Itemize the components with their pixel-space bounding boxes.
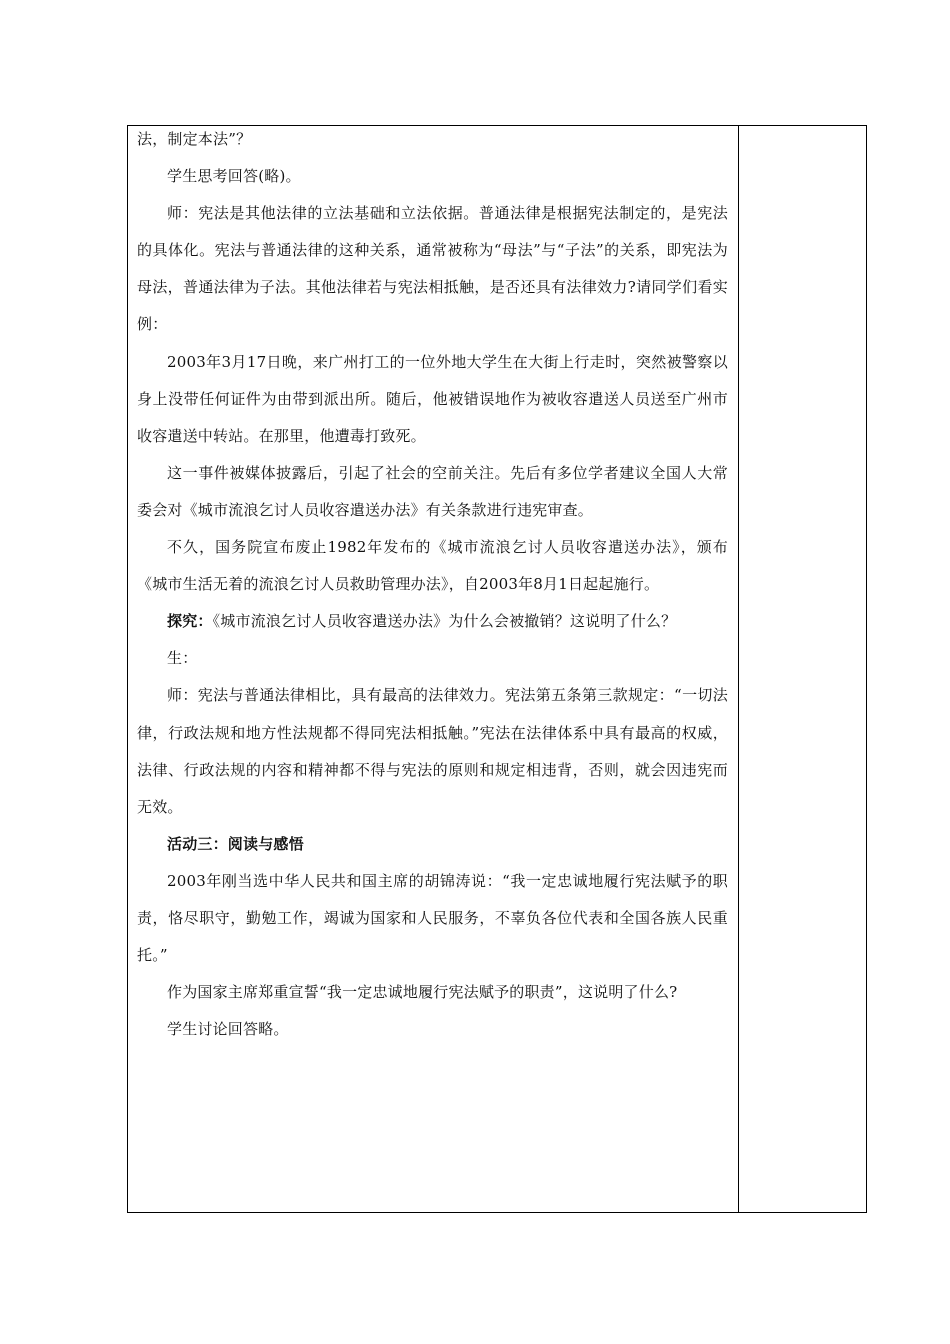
paragraph: 这一事件被媒体披露后，引起了社会的空前关注。先后有多位学者建议全国人大常委会对《城市流浪乞讨人员收容遣送办法》有关条款进行违宪审查。 [137,463,728,519]
paragraph: 不久，国务院宣布废止1982年发布的《城市流浪乞讨人员收容遣送办法》，颁布《城市生活无着的流浪乞讨人员救助管理办法》，自2003年8月1日起起施行。 [137,538,728,594]
lesson-content-cell [128,126,739,1212]
paragraph: 生： [167,649,198,668]
inquiry-paragraph [137,603,728,640]
paragraph: 法，制定本法”？ [137,130,252,148]
paragraph: 作为国家主席郑重宣誓“我一定忠诚地履行宪法赋予的职责”，这说明了什么? [167,983,678,1002]
lesson-table [127,125,867,1213]
notes-cell [739,126,866,1212]
activity-heading-label: 活动三：阅读与感悟 [167,834,304,853]
paragraph: 师：宪法与普通法律相比，具有最高的法律效力。宪法第五条第三款规定：“一切法律，行政法规和地方性法规都不得同宪法相抵触。”宪法在法律体系中具有最高的权威，法律、行政法规的内容和精神都不得与宪法的原则和规定相违背，否则，就会因违宪而无效。 [137,686,728,816]
paragraph: 2003年3月17日晚，来广州打工的一位外地大学生在大街上行走时，突然被警察以身上没带任何证件为由带到派出所。随后，他被错误地作为被收容遣送人员送至广州市收容遣送中转站。在那里，他遭毒打致死。 [137,352,728,445]
paragraph: 学生讨论回答略。 [167,1020,289,1039]
inquiry-label: 探究： [167,612,213,631]
paragraph: 学生思考回答(略)。 [167,167,301,186]
inquiry-text: 《城市流浪乞讨人员收容遣送办法》为什么会被撤销？这说明了什么？ [212,612,677,631]
paragraph: 2003年刚当选中华人民共和国主席的胡锦涛说：“我一定忠诚地履行宪法赋予的职责，恪尽职守，勤勉工作，竭诚为国家和人民服务，不辜负各位代表和全国各族人民重托。” [137,871,728,965]
paragraph: 师：宪法是其他法律的立法基础和立法依据。普通法律是根据宪法制定的，是宪法的具体化。宪法与普通法律的这种关系，通常被称为“母法”与“子法”的关系，即宪法为母法，普通法律为子法。其他法律若与宪法相抵触，是否还具有法律效力?请同学们看实例： [137,204,728,334]
activity-heading [137,826,728,863]
